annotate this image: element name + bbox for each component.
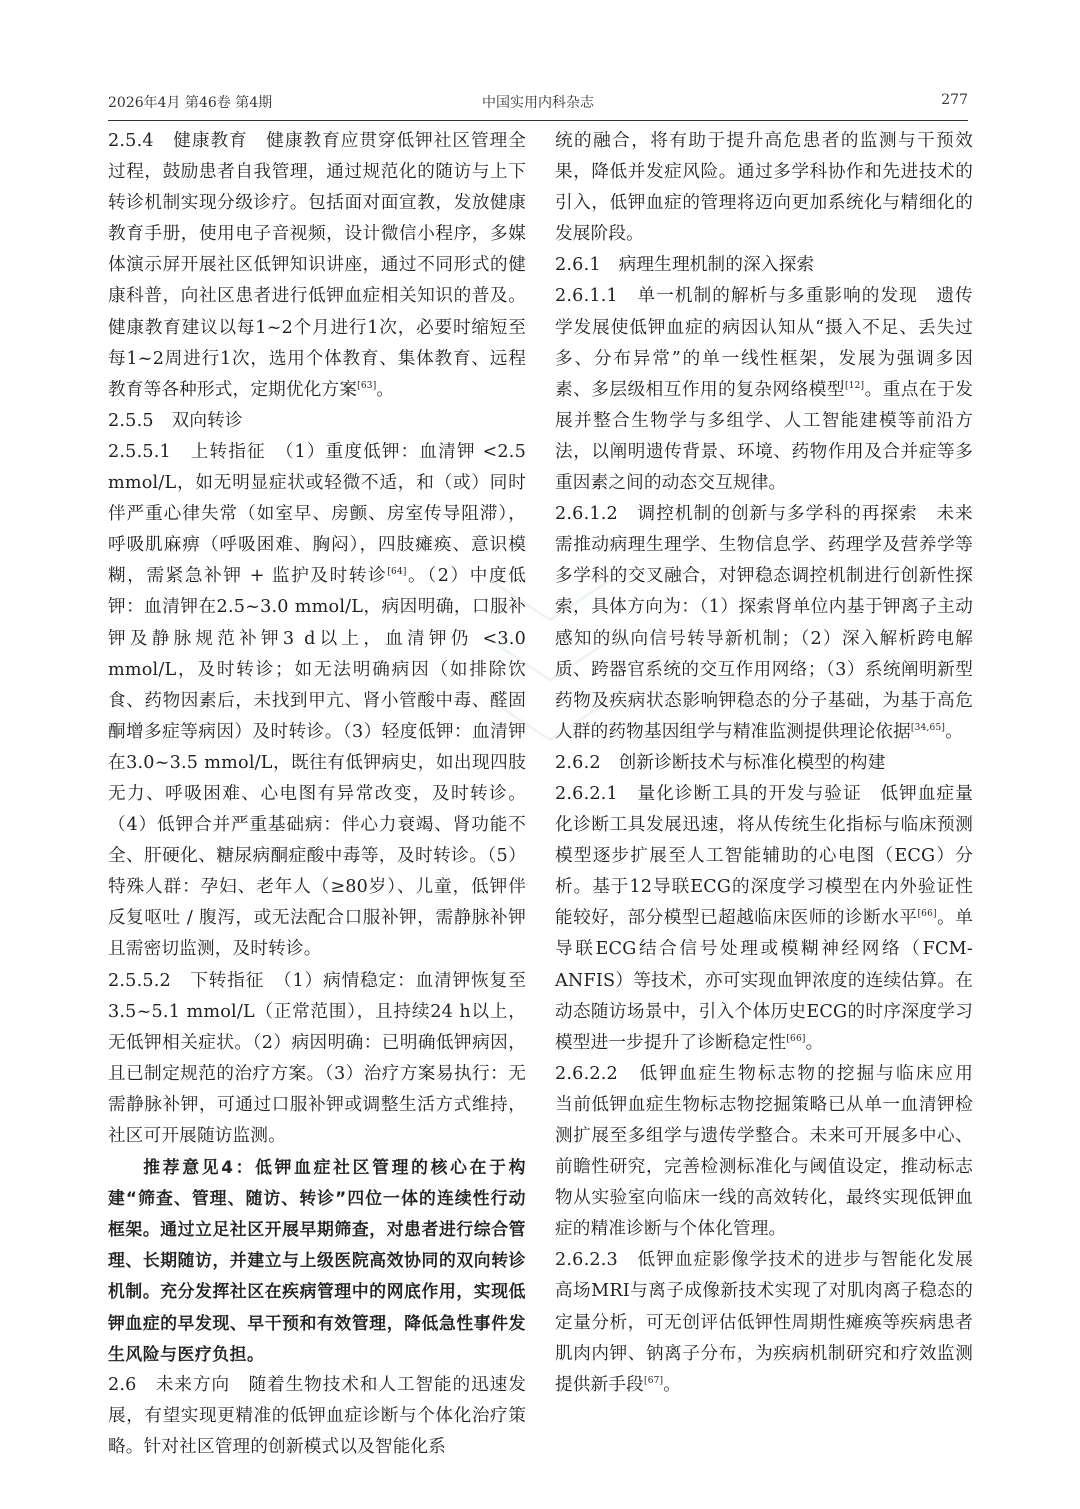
section-2-6-2-3	[555, 1245, 973, 1400]
citation-ref: [66]	[917, 909, 937, 920]
citation-ref: [12]	[844, 380, 865, 391]
section-number: 2.6.2	[555, 752, 601, 773]
paragraph-end: 。	[805, 1032, 824, 1053]
section-title: 量化诊断工具的开发与验证	[637, 783, 862, 804]
paragraph-text: 未来需推动病理生理学、生物信息学、药理学及营养学等多学科的交叉融合，对钾稳态调控机制进行创新性探索，具体方向为：（1）探索肾单位内基于钾离子主动感知的纵向信号转导新机制；（2）深入解析跨电解质、跨器官系统的交互作用网络；（3）系统阐明新型药物及疾病状态影响钾稳态的分子基础，为基于高危人群的药物基因组学与精准监测提供理论依据	[555, 504, 973, 742]
paragraph-text: （1）重度低钾：血清钾 <2.5 mmol/L，如无明显症状或轻微不适，和（或）同时伴严重心律失常（如室早、房颤、房室传导阻滞），呼吸肌麻痹（呼吸困难、胸闷），四肢瘫痪、意识模糊，需紧急补钾 + 监护及时转诊	[108, 441, 526, 587]
paragraph-text: 。（2）中度低钾：血清钾在2.5~3.0 mmol/L，病因明确，口服补钾及静脉规范补钾3 d以上，血清钾仍 <3.0 mmol/L，及时转诊；如无法明确病因（如排除饮食、药物因素后，未找到甲亢、肾小管酸中毒、醛固酮增多症等病因）及时转诊。（3）轻度低钾：血清钾在3.0~3.5 mmol/L，既往有低钾病史，如出现四肢无力、呼吸困难、心电图有异常改变，及时转诊。（4）低钾合并严重基础病：伴心力衰竭、肾功能不全、肝硬化、糖尿病酮症酸中毒等，及时转诊。（5）特殊人群：孕妇、老年人（≥80岁）、儿童，低钾伴反复呕吐 / 腹泻，或无法配合口服补钾，需静脉补钾且需密切监测，及时转诊。	[108, 566, 526, 960]
section-title: 病理生理机制的深入探索	[618, 255, 815, 276]
section-number: 2.5.4	[108, 131, 154, 151]
paragraph-end: 。	[663, 1374, 682, 1395]
section-2-5-5	[108, 406, 526, 437]
section-number: 2.5.5.2	[108, 970, 171, 991]
citation-ref: [64]	[387, 567, 407, 578]
section-2-6-2	[555, 748, 973, 779]
paragraph-text: 健康教育应贯穿低钾社区管理全过程，鼓励患者自我管理，通过规范化的随访与上下转诊机制实现分级诊疗。包括面对面宣教，发放健康教育手册，使用电子音视频，设计微信小程序，多媒体演示屏开展社区低钾知识讲座，通过不同形式的健康科普，向社区患者进行低钾血症相关知识的普及。健康教育建议以每1~2个月进行1次，必要时缩短至每1~2周进行1次，选用个体教育、集体教育、远程教育等各种形式，定期优化方案	[108, 131, 527, 400]
paragraph-text: 遗传学发展使低钾血症的病因认知从“摄入不足、丢失过多、分布异常”的单一线性框架，发展为强调多因素、多层级相互作用的复杂网络模型	[555, 286, 973, 400]
section-title: 上转指征	[190, 441, 266, 462]
paragraph-text: 高场MRI与离子成像新技术实现了对肌肉离子稳态的定量分析，可无创评估低钾性周期性瘫痪等疾病患者肌肉内钾、钠离子分布，为疾病机制研究和疗效监测提供新手段	[555, 1281, 973, 1395]
paragraph-text: （1）病情稳定：血清钾恢复至3.5~5.1 mmol/L（正常范围），且持续24 h以上，无低钾相关症状。（2）病因明确：已明确低钾病因，且已制定规范的治疗方案。（3）治疗方案易执行：无需静脉补钾，可通过口服补钾或调整生活方式维持，社区可开展随访监测。	[108, 970, 526, 1146]
section-title: 下转指征	[190, 970, 265, 991]
section-number: 2.6.2.1	[555, 783, 618, 804]
left-column	[108, 126, 526, 1463]
section-title: 低钾血症生物标志物的挖掘与临床应用	[639, 1063, 973, 1084]
section-title: 单一机制的解析与多重影响的发现	[637, 286, 918, 307]
recommendation-4: 推荐意见4：低钾血症社区管理的核心在于构建“筛查、管理、随访、转诊”四位一体的连续性行动框架。通过立足社区开展早期筛查，对患者进行综合管理、长期随访，并建立与上级医院高效协同的双向转诊机制。充分发挥社区在疾病管理中的网底作用，实现低钾血症的早发现、早干预和有效管理，降低急性事件发生风险与医疗负担。	[108, 1157, 526, 1364]
section-number: 2.6.2.3	[555, 1250, 618, 1271]
section-2-6-continued: 统的融合，将有助于提升高危患者的监测与干预效果，降低并发症风险。通过多学科协作和先进技术的引入，低钾血症的管理将迈向更加系统化与精细化的发展阶段。	[555, 131, 973, 245]
section-2-5-5-1	[108, 437, 526, 966]
section-2-6-1-2	[555, 499, 973, 748]
section-number: 2.6.1.1	[555, 286, 618, 307]
section-number: 2.6	[108, 1374, 137, 1395]
citation-ref: [63]	[357, 380, 377, 391]
section-title: 双向转诊	[171, 410, 243, 431]
section-title: 低钾血症影像学技术的进步与智能化发展	[637, 1250, 974, 1271]
section-number: 2.5.5	[108, 410, 154, 431]
issue-info: 2026年4月 第46卷 第4期	[108, 95, 273, 111]
section-title: 健康教育	[173, 131, 248, 151]
journal-name: 中国实用内科杂志	[482, 95, 594, 111]
section-2-6-1-1	[555, 281, 973, 499]
section-2-6-2-2	[555, 1059, 973, 1246]
section-2-5-4	[108, 126, 526, 406]
section-number: 2.5.5.1	[108, 441, 171, 462]
running-header	[108, 92, 968, 118]
section-number: 2.6.1	[555, 255, 601, 276]
section-number: 2.6.2.2	[555, 1063, 618, 1084]
section-title: 未来方向	[155, 1374, 231, 1395]
citation-ref: [34,65]	[910, 722, 946, 733]
paragraph-text: 低钾血症量化诊断工具发展迅速，将从传统生化指标与临床预测模型逐步扩展至人工智能辅助的心电图（ECG）分析。基于12导联ECG的深度学习模型在内外验证性能较好，部分模型已超越临床医师的诊断水平	[555, 783, 973, 929]
section-title: 调控机制的创新与多学科的再探索	[637, 504, 918, 525]
section-2-6-2-1	[555, 779, 973, 1059]
page-number: 277	[941, 92, 968, 108]
right-column	[555, 126, 973, 1401]
paragraph-end: 。	[945, 721, 963, 742]
paragraph-end: 。	[376, 379, 395, 400]
paragraph-text: 随着生物技术和人工智能的迅速发展，有望实现更精准的低钾血症诊断与个体化治疗策略。针对社区管理的创新模式以及智能化系	[108, 1374, 526, 1457]
paragraph-text: 。单导联ECG结合信号处理或模糊神经网络（FCM-ANFIS）等技术，亦可实现血钾浓度的连续估算。在动态随访场景中，引入个体历史ECG的时序深度学习模型进一步提升了诊断稳定性	[555, 908, 973, 1053]
citation-ref: [67]	[643, 1375, 664, 1386]
section-2-6	[108, 1370, 526, 1463]
section-2-5-5-2	[108, 966, 526, 1153]
header-rule	[108, 120, 968, 121]
section-title: 创新诊断技术与标准化模型的构建	[618, 752, 886, 773]
citation-ref: [66]	[786, 1033, 806, 1044]
section-number: 2.6.1.2	[555, 504, 618, 525]
section-2-6-1	[555, 250, 973, 281]
paragraph-text: 当前低钾血症生物标志物挖掘策略已从单一血清钾检测扩展至多组学与遗传学整合。未来可开展多中心、前瞻性研究，完善检测标准化与阈值设定，推动标志物从实验室向临床一线的高效转化，最终实现低钾血症的精准诊断与个体化管理。	[555, 1094, 973, 1240]
paragraph-text: 。重点在于发展并整合生物学与多组学、人工智能建模等前沿方法，以阐明遗传背景、环境、药物作用及合并症等多重因素之间的动态交互规律。	[555, 379, 974, 494]
